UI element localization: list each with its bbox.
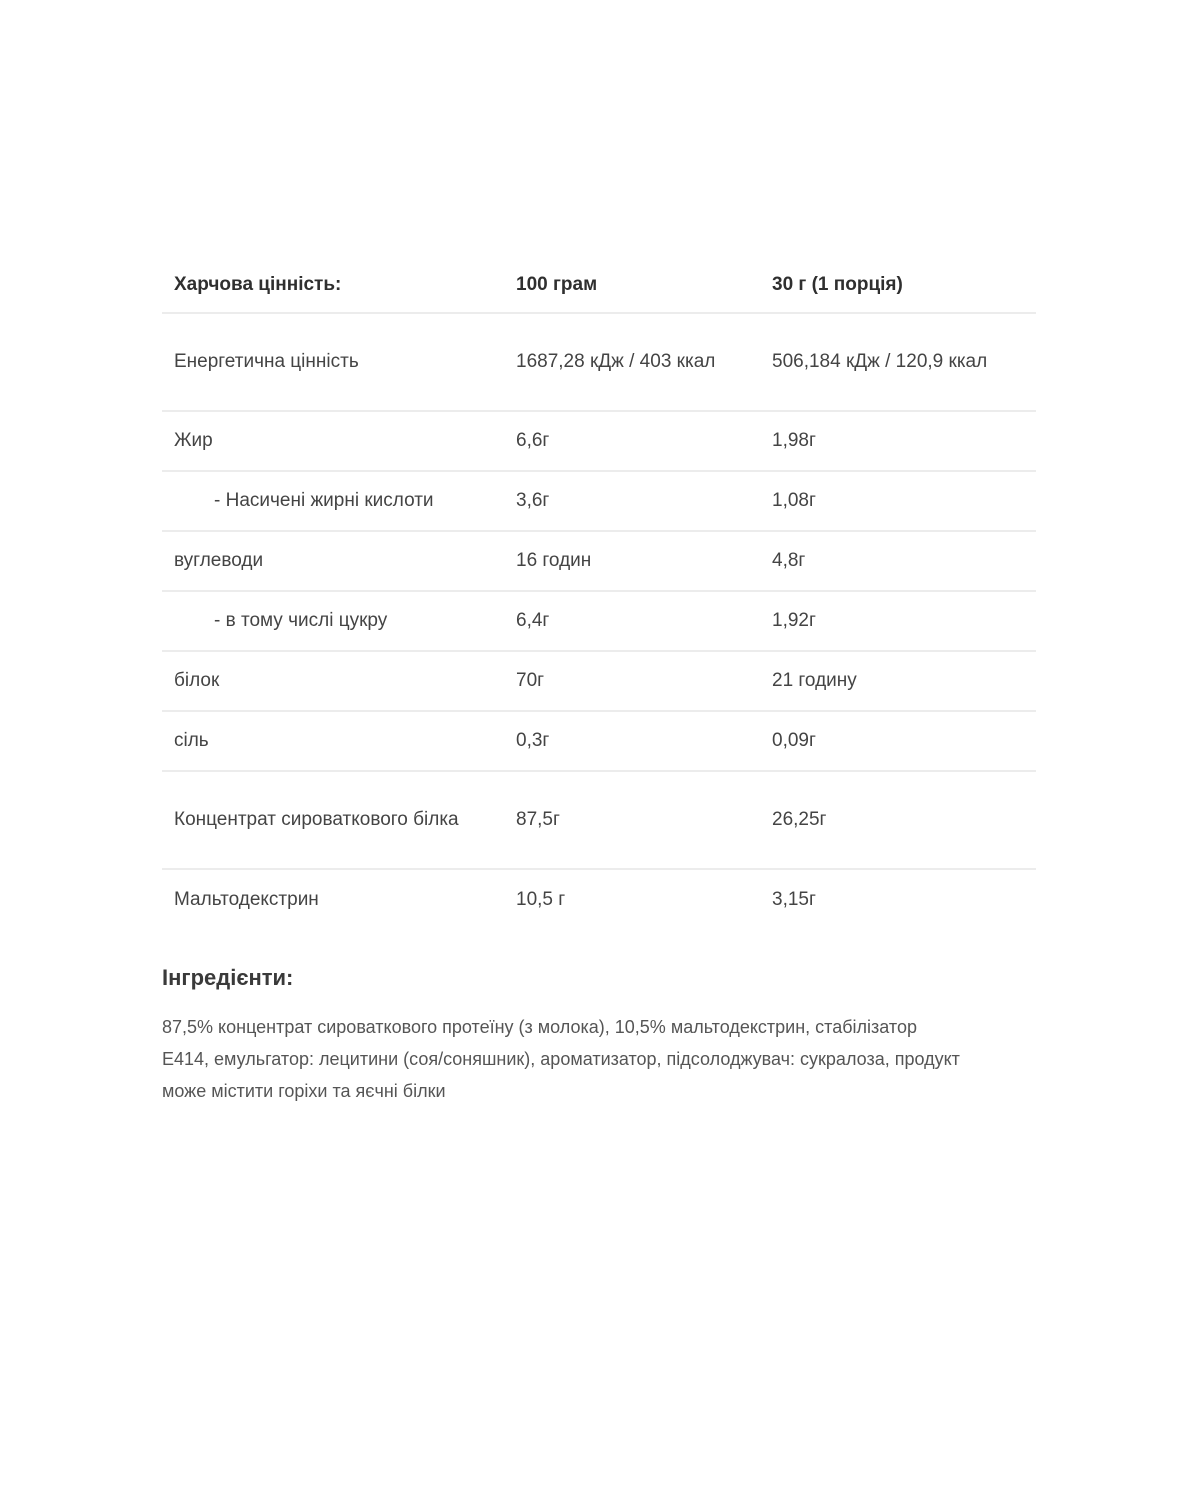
row-per-100g: 0,3г [504,711,760,771]
row-per-serving: 4,8г [760,531,1036,591]
table-row [162,591,1036,651]
ingredients-heading: Інгредієнти: [162,965,294,990]
row-per-serving: 1,08г [760,471,1036,531]
row-per-100g: 1687,28 кДж / 403 ккал [504,313,760,411]
table-row [162,531,1036,591]
table-row [162,313,1036,411]
row-per-serving: 1,92г [760,591,1036,651]
table-row [162,771,1036,869]
row-name: - в тому числі цукру [162,591,504,651]
row-name: - Насичені жирні кислоти [162,471,504,531]
row-per-100g: 70г [504,651,760,711]
table-row [162,869,1036,929]
nutrition-content [162,258,1036,1107]
row-per-serving: 3,15г [772,888,816,910]
header-per-100g: 100 грам [504,258,760,313]
row-name: вуглеводи [162,531,504,591]
row-name: білок [162,651,504,711]
table-row [162,711,1036,771]
row-name: Жир [162,411,504,471]
header-per-serving: 30 г (1 порція) [760,258,1036,313]
row-per-100g: 3,6г [504,471,760,531]
row-per-100g: 87,5г [504,771,760,869]
row-per-serving: 506,184 кДж / 120,9 ккал [760,313,1036,411]
table-row [162,471,1036,531]
row-per-serving: 0,09г [760,711,1036,771]
table-header-row [162,258,1036,313]
table-row [162,651,1036,711]
row-name: сіль [162,711,504,771]
nutrition-table [162,258,1036,929]
table-row [162,411,1036,471]
row-per-100g: 6,6г [504,411,760,471]
row-name: Мальтодекстрин [174,888,319,910]
row-per-serving: 21 годину [760,651,1036,711]
ingredients-text: 87,5% концентрат сироваткового протеїну (з молока), 10,5% мальтодекстрин, стабілізатор E414, емульгатор: лецитини (соя/соняшник), ароматизатор, підсолоджувач: сукралоза, продукт може містити горіхи та яєчні білки [162,1017,960,1101]
row-name: Енергетична цінність [162,313,504,411]
row-per-100g: 10,5 г [516,888,566,910]
row-per-100g: 6,4г [504,591,760,651]
row-name: Концентрат сироваткового білка [162,771,504,869]
row-per-serving: 1,98г [760,411,1036,471]
header-nutrition-value: Харчова цінність: [162,258,504,313]
row-per-serving: 26,25г [760,771,1036,869]
row-per-100g: 16 годин [504,531,760,591]
